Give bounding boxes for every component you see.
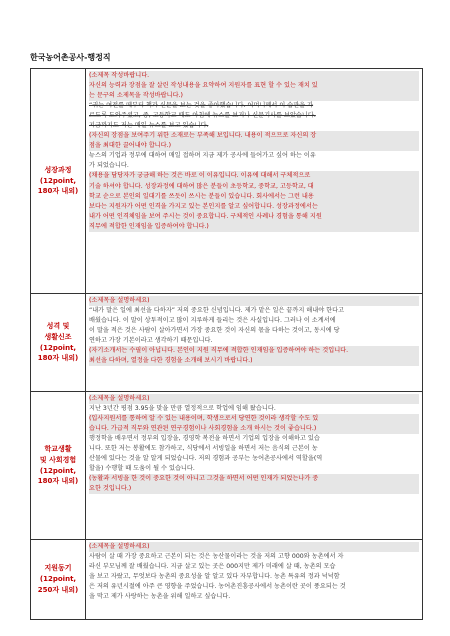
section-label-line: (12point, xyxy=(39,176,77,185)
review-comment-line: (자신의 장점을 보여주기 위한 소재로는 부족해 보입니다. 내용이 적으므로 자신의 장 xyxy=(89,131,419,141)
essay-text-line: 을 보고 자랐고, 무엇보다 농촌의 중요성을 알 알고 있다 자부합니다. 농촌 특유의 정과 넉넉함 xyxy=(89,573,340,581)
essay-text-line: 할을) 수행할 때 도움이 될 수 있습니다. xyxy=(89,465,195,473)
review-comment-line: (입사지원서를 통하여 알 수 있는 내용이며, 학생으로서 당연한 것이라 생각할 수도 있 xyxy=(89,414,419,424)
review-comment-line: (소제목을 설명하세요) xyxy=(89,542,419,552)
section-content-personality[interactable] xyxy=(86,294,423,392)
review-comment-line: 학교 순으로 본인의 일대기를 쓰듯이 쓰시는 분들이 있습니다. 회사에서는 그런 내용 xyxy=(89,192,419,202)
essay-text-line: 니다. 또한 저는 봉활에도 참가하고, 식당에서 서빙일을 하면서 저는 음식의 근본이 농 xyxy=(89,445,318,453)
section-content-school-experience[interactable] xyxy=(86,392,423,540)
section-row-growth xyxy=(31,69,423,294)
section-label-line: 180자 내외) xyxy=(37,187,79,196)
section-label-line: 및 사회경험 xyxy=(39,455,77,464)
form-body xyxy=(31,69,423,620)
section-label-line: 생활신조 xyxy=(44,332,72,341)
essay-text-line: 은 저의 유년시절에 아주 큰 영향을 주었습니다. 농어촌진흥공사에서 농촌이란 곳이 풍요되는 것 xyxy=(89,583,346,591)
essay-text-line: 지난 3년간 평점 3.95을 맞을 만큼 열정적으로 학업에 임해 왔습니다. xyxy=(89,405,276,413)
essay-text-line: 배웠습니다. 이 말이 상투적이고 많이 지루하게 들리는 것은 사실입니다. 그러나 이 소계서에 xyxy=(89,317,336,325)
section-label-line: 250자 내외) xyxy=(37,585,79,594)
section-label-line: 학교생활 xyxy=(44,444,72,453)
essay-text-line: 가 되었습니다. xyxy=(89,162,129,170)
essay-text-line: “내가 말은 일에 최선을 다하자” 저의 중요한 신념입니다. 제가 맡은 일은 끝까지 해내야 한다고 xyxy=(89,307,345,315)
section-content-growth[interactable] xyxy=(86,69,423,294)
section-label-personality xyxy=(31,294,86,392)
section-label-school-experience xyxy=(31,392,86,540)
section-content-motivation[interactable] xyxy=(86,540,423,620)
review-comment-line: (자기소개서는 수필이 아닙니다. 본인이 지원 직무에 적합한 인재임을 입증하여야 하는 것입니다. xyxy=(89,346,419,356)
review-comment-line: 보다는 지원자가 어떤 인격을 가지고 있는 본인지를 알고 싶어합니다. 성장과정에서는 xyxy=(89,202,419,212)
section-row-school-experience xyxy=(31,392,423,540)
cover-letter-form xyxy=(30,68,423,620)
essay-text-line: 사람이 살 때 가장 중요하고 근본이 되는 것은 농산물이라는 것을 저의 고향 000와 농촌에서 자 xyxy=(89,553,344,561)
essay-text-line: 산물에 있다는 것을 알 알게 되었습니다. 저의 경험과 공부는 농어촌공사에서 역할을(역 xyxy=(89,455,323,463)
essay-text-line: 르도록 도와주셨고, 중, 고등학교 때도 아침에 뉴스를 보거나 신문기사를 보았습니다. xyxy=(89,112,316,120)
review-comment-line: 최선을 다하며, 열정을 다한 경험을 소개해 보시기 바랍니다.) xyxy=(89,356,419,366)
essay-text-line: 연하고 가장 기본이라고 생각하기 때문입니다. xyxy=(89,337,213,345)
essay-text-line: 이 말을 적은 것은 사람이 살아가면서 가장 중요한 것이 자신의 몫을 다하는 것이고, 동시에 당 xyxy=(89,327,340,335)
section-label-line: (12point, xyxy=(39,575,77,584)
essay-text-line: “귀는 여전를 떼부터 책과 신문을 보는 것을 좋아했습니다. 어머니께서 이 습관을 가 xyxy=(89,102,314,110)
essay-text-line: 을 막고 제가 사랑하는 농촌을 위해 일하고 싶습니다. xyxy=(89,593,231,601)
review-comment-line: (채용을 담당자가 궁금해 하는 것은 바로 이 이유입니다. 이유에 대해서 구체적으로 xyxy=(89,171,419,181)
review-comment-line: (농활과 서빙을 한 것이 중요한 것이 아니고 그것을 하면서 어떤 인재가 되었는나가 중 xyxy=(89,474,419,484)
review-comment-line: (소제목을 설명하세요) xyxy=(89,394,419,404)
essay-text-line: 지금까지도 저는 매일 뉴스를 보고 있습니다. xyxy=(89,122,209,130)
section-label-line: (12point, xyxy=(39,466,77,475)
section-label-line: 성장과정 xyxy=(44,165,72,174)
review-comment-line: 점을 최대한 끌어내야 합니다.) xyxy=(89,141,419,151)
essay-text-line: 뉴스의 기업과 정부에 대하여 매일 접하며 지금 제가 공사에 들어가고 싶어 하는 이유 xyxy=(89,152,316,160)
essay-text-line: 라신 부모님께 잘 배웠습니다. 지금 살고 있는 곳은 000지만 제가 미래에 살 때, 농촌의 모습 xyxy=(89,563,336,571)
essay-text-line: 행정학을 배우면서 정부의 입장을, 경영학 복전을 하면서 기업의 입장을 이해하고 있습 xyxy=(89,435,320,443)
review-comment-line: 내가 어떤 인격체임을 보여 주시는 것이 중요합니다. 구체적인 사례나 경험을 통해 지원 xyxy=(89,212,419,222)
section-row-motivation xyxy=(31,540,423,620)
review-comment-line: 는 문구의 소제목을 작성바랍니다.) xyxy=(89,91,419,101)
review-comment-line: (소제목 작성바랍니다. xyxy=(89,71,419,81)
document-title: 한국농어촌공사-행정직 xyxy=(30,53,111,62)
review-comment-line: 습니다. 가급적 직무와 연관된 연구경험이나 사회경험을 소개 하시는 것이 좋습니다.) xyxy=(89,424,419,434)
review-comment-line: 요한 것입니다.) xyxy=(89,484,419,494)
review-comment-line: (소제목을 설명하세요) xyxy=(89,296,419,306)
section-label-line: (12point, xyxy=(39,343,77,352)
section-label-motivation xyxy=(31,540,86,620)
section-label-line: 지원동기 xyxy=(44,564,72,573)
review-comment-line: 기술 하셔야 합니다. 성장과정에 대하여 많은 분들이 초등학교, 중학교, 고등학교, 대 xyxy=(89,182,419,192)
section-label-growth xyxy=(31,69,86,294)
section-label-line: 180자 내외) xyxy=(37,354,79,363)
section-row-personality xyxy=(31,294,423,392)
section-label-line: 성격 및 xyxy=(46,321,70,330)
review-comment-line: 직무에 적합한 인재임을 입증하여야 합니다.) xyxy=(89,222,419,232)
section-label-line: 180자 내외) xyxy=(37,477,79,486)
review-comment-line: 자신의 능력과 장점을 잘 살린 작성내용을 요약하여 지원자를 표현 할 수 있는 재치 있 xyxy=(89,81,419,91)
